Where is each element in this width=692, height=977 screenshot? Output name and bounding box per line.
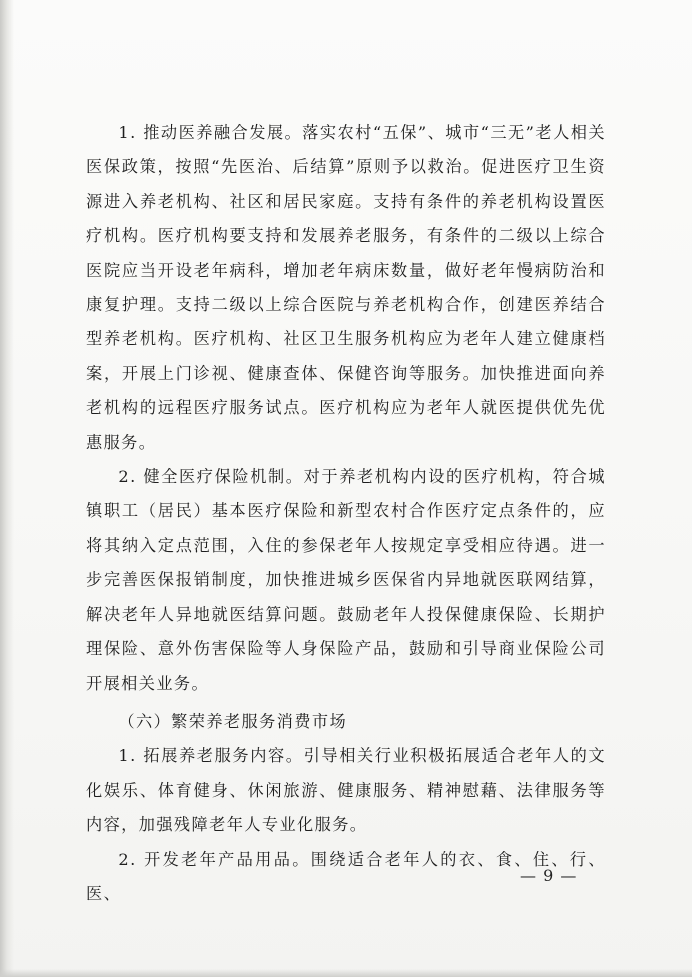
page-bottom-shadow (0, 969, 692, 977)
paragraph-expand-services: 1. 拓展养老服务内容。引导相关行业积极拓展适合老年人的文化娱乐、体育健身、休闲旅游、健康服务、精神慰藉、法律服务等内容，加强残障老年人专业化服务。 (86, 746, 606, 835)
page-number: — 9 — (520, 866, 578, 885)
paragraph-medical-care-integration: 1. 推动医养融合发展。落实农村“五保”、城市“三无”老人相关医保政策，按照“先医治、后结算”原则予以救治。促进医疗卫生资源进入养老机构、社区和居民家庭。支持有条件的养老机构设置医疗机构。医疗机构要支持和发展养老服务，有条件的二级以上综合医院应当开设老年病科，增加老年病床数量，做好老年慢病防治和康复护理。支持二级以上综合医院与养老机构合作，创建医养结合型养老机构。医疗机构、社区卫生服务机构应为老年人建立健康档案，开展上门诊视、健康查体、保健咨询等服务。加快推进面向养老机构的远程医疗服务试点。医疗机构应为老年人就医提供优先优惠服务。 (86, 123, 606, 452)
page-left-shadow (0, 0, 14, 977)
paragraph-develop-products: 2. 开发老年产品用品。围绕适合老年人的衣、食、住、行、医、 (86, 849, 606, 903)
section-heading: （六）繁荣养老服务消费市场 (118, 711, 348, 731)
paragraph-medical-insurance: 2. 健全医疗保险机制。对于养老机构内设的医疗机构，符合城镇职工（居民）基本医疗保险和新型农村合作医疗定点条件的，应将其纳入定点范围，入住的参保老年人按规定享受相应待遇。进一步完善医保报销制度，加快推进城乡医保省内异地就医联网结算，解决老年人异地就医结算问题。鼓励老年人投保健康保险、长期护理保险、意外伤害保险等人身保险产品，鼓励和引导商业保险公司开展相关业务。 (86, 467, 606, 693)
document-body (86, 116, 606, 911)
